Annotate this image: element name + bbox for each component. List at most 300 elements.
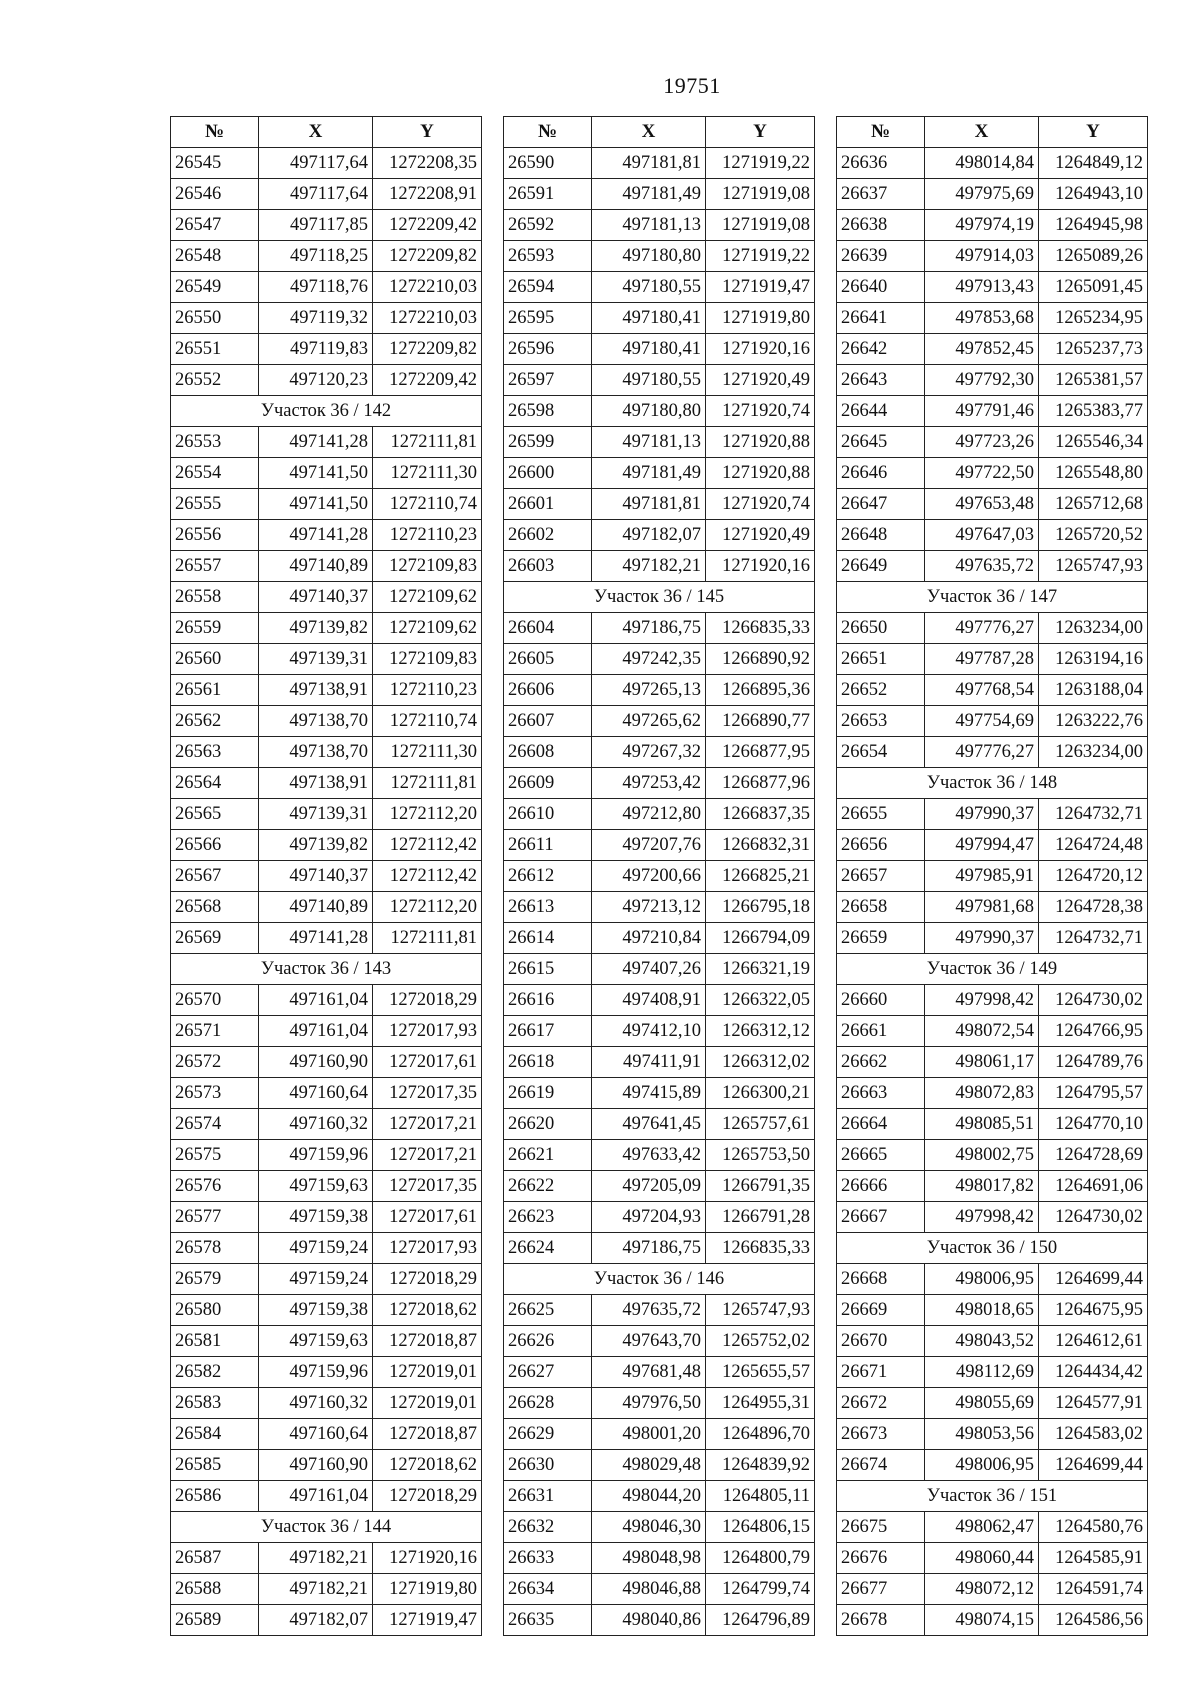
table-row xyxy=(504,1450,815,1481)
y-coordinate-cell: 1272112,20 xyxy=(373,892,482,923)
table-row xyxy=(837,1357,1148,1388)
table-row xyxy=(171,1481,482,1512)
point-number-cell: 26568 xyxy=(171,892,259,923)
y-coordinate-cell: 1272019,01 xyxy=(373,1388,482,1419)
x-coordinate-cell: 497182,21 xyxy=(259,1543,373,1574)
x-coordinate-cell: 497117,64 xyxy=(259,148,373,179)
table-row xyxy=(837,923,1148,954)
point-number-cell: 26655 xyxy=(837,799,925,830)
y-coordinate-cell: 1272017,61 xyxy=(373,1047,482,1078)
x-coordinate-cell: 497180,41 xyxy=(592,303,706,334)
y-coordinate-cell: 1265747,93 xyxy=(706,1295,815,1326)
x-coordinate-cell: 497998,42 xyxy=(925,985,1039,1016)
table-row xyxy=(837,520,1148,551)
x-coordinate-cell: 497181,49 xyxy=(592,458,706,489)
table-row xyxy=(504,1574,815,1605)
section-row xyxy=(171,954,482,985)
point-number-cell: 26633 xyxy=(504,1543,592,1574)
table-header-row xyxy=(504,117,815,148)
y-coordinate-cell: 1264799,74 xyxy=(706,1574,815,1605)
point-number-cell: 26647 xyxy=(837,489,925,520)
table-row xyxy=(171,675,482,706)
point-number-cell: 26550 xyxy=(171,303,259,334)
point-number-cell: 26677 xyxy=(837,1574,925,1605)
table-row xyxy=(171,582,482,613)
section-title: Участок 36 / 149 xyxy=(837,954,1148,985)
y-coordinate-cell: 1264724,48 xyxy=(1039,830,1148,861)
point-number-cell: 26662 xyxy=(837,1047,925,1078)
point-number-cell: 26561 xyxy=(171,675,259,706)
y-coordinate-cell: 1272111,30 xyxy=(373,737,482,768)
table-row xyxy=(171,1419,482,1450)
x-coordinate-cell: 497180,41 xyxy=(592,334,706,365)
table-row xyxy=(171,272,482,303)
point-number-cell: 26651 xyxy=(837,644,925,675)
table-row xyxy=(504,830,815,861)
x-coordinate-cell: 498006,95 xyxy=(925,1264,1039,1295)
section-title: Участок 36 / 142 xyxy=(171,396,482,427)
table-row xyxy=(504,923,815,954)
y-coordinate-cell: 1263234,00 xyxy=(1039,737,1148,768)
x-coordinate-cell: 497119,32 xyxy=(259,303,373,334)
point-number-cell: 26657 xyxy=(837,861,925,892)
x-coordinate-cell: 497141,28 xyxy=(259,427,373,458)
point-number-cell: 26632 xyxy=(504,1512,592,1543)
table-row xyxy=(171,1047,482,1078)
x-coordinate-cell: 497160,32 xyxy=(259,1109,373,1140)
table-row xyxy=(504,1016,815,1047)
section-title: Участок 36 / 148 xyxy=(837,768,1148,799)
table-row xyxy=(837,892,1148,923)
y-coordinate-cell: 1272018,87 xyxy=(373,1419,482,1450)
point-number-cell: 26559 xyxy=(171,613,259,644)
y-coordinate-cell: 1264699,44 xyxy=(1039,1450,1148,1481)
table-row xyxy=(504,799,815,830)
x-coordinate-cell: 497159,24 xyxy=(259,1264,373,1295)
point-number-cell: 26583 xyxy=(171,1388,259,1419)
point-number-cell: 26668 xyxy=(837,1264,925,1295)
y-coordinate-cell: 1265234,95 xyxy=(1039,303,1148,334)
point-number-cell: 26577 xyxy=(171,1202,259,1233)
x-coordinate-cell: 497141,28 xyxy=(259,520,373,551)
y-coordinate-cell: 1272018,87 xyxy=(373,1326,482,1357)
y-coordinate-cell: 1272017,35 xyxy=(373,1171,482,1202)
table-row xyxy=(171,1388,482,1419)
y-coordinate-cell: 1272209,82 xyxy=(373,334,482,365)
y-coordinate-cell: 1264839,92 xyxy=(706,1450,815,1481)
table-row xyxy=(837,830,1148,861)
y-coordinate-cell: 1265757,61 xyxy=(706,1109,815,1140)
point-number-cell: 26654 xyxy=(837,737,925,768)
x-coordinate-cell: 498043,52 xyxy=(925,1326,1039,1357)
x-coordinate-cell: 497681,48 xyxy=(592,1357,706,1388)
y-coordinate-cell: 1272018,29 xyxy=(373,1264,482,1295)
point-number-cell: 26578 xyxy=(171,1233,259,1264)
y-coordinate-cell: 1264583,02 xyxy=(1039,1419,1148,1450)
x-coordinate-cell: 497159,96 xyxy=(259,1140,373,1171)
x-coordinate-cell: 497213,12 xyxy=(592,892,706,923)
point-number-cell: 26658 xyxy=(837,892,925,923)
point-number-cell: 26630 xyxy=(504,1450,592,1481)
x-coordinate-cell: 497722,50 xyxy=(925,458,1039,489)
section-row xyxy=(504,582,815,613)
y-coordinate-cell: 1271920,74 xyxy=(706,396,815,427)
y-coordinate-cell: 1263188,04 xyxy=(1039,675,1148,706)
x-coordinate-cell: 497140,89 xyxy=(259,551,373,582)
table-row xyxy=(171,1326,482,1357)
y-coordinate-cell: 1266825,21 xyxy=(706,861,815,892)
table-row xyxy=(171,1233,482,1264)
point-number-cell: 26676 xyxy=(837,1543,925,1574)
point-number-cell: 26555 xyxy=(171,489,259,520)
x-coordinate-cell: 497141,50 xyxy=(259,489,373,520)
point-number-cell: 26663 xyxy=(837,1078,925,1109)
x-coordinate-cell: 497182,07 xyxy=(592,520,706,551)
y-coordinate-cell: 1272208,91 xyxy=(373,179,482,210)
table-row xyxy=(171,613,482,644)
point-number-cell: 26627 xyxy=(504,1357,592,1388)
point-number-cell: 26625 xyxy=(504,1295,592,1326)
section-row xyxy=(837,768,1148,799)
point-number-cell: 26620 xyxy=(504,1109,592,1140)
x-coordinate-cell: 498055,69 xyxy=(925,1388,1039,1419)
y-coordinate-cell: 1264675,95 xyxy=(1039,1295,1148,1326)
table-row xyxy=(504,1512,815,1543)
x-coordinate-cell: 497118,25 xyxy=(259,241,373,272)
y-coordinate-cell: 1264943,10 xyxy=(1039,179,1148,210)
x-coordinate-cell: 497161,04 xyxy=(259,985,373,1016)
x-coordinate-cell: 497139,31 xyxy=(259,644,373,675)
y-coordinate-cell: 1265237,73 xyxy=(1039,334,1148,365)
point-number-cell: 26648 xyxy=(837,520,925,551)
x-coordinate-cell: 497776,27 xyxy=(925,737,1039,768)
point-number-cell: 26584 xyxy=(171,1419,259,1450)
point-number-cell: 26641 xyxy=(837,303,925,334)
y-coordinate-cell: 1263234,00 xyxy=(1039,613,1148,644)
x-coordinate-cell: 497181,81 xyxy=(592,148,706,179)
table-row xyxy=(171,1264,482,1295)
y-coordinate-cell: 1272017,93 xyxy=(373,1016,482,1047)
table-row xyxy=(504,334,815,365)
table-row xyxy=(504,768,815,799)
point-number-cell: 26643 xyxy=(837,365,925,396)
x-coordinate-cell: 497990,37 xyxy=(925,923,1039,954)
table-row xyxy=(171,365,482,396)
y-coordinate-cell: 1266321,19 xyxy=(706,954,815,985)
x-coordinate-cell: 497242,35 xyxy=(592,644,706,675)
x-coordinate-cell: 498072,54 xyxy=(925,1016,1039,1047)
y-coordinate-cell: 1265548,80 xyxy=(1039,458,1148,489)
y-coordinate-cell: 1265655,57 xyxy=(706,1357,815,1388)
table-row xyxy=(504,241,815,272)
section-row xyxy=(837,1481,1148,1512)
point-number-cell: 26580 xyxy=(171,1295,259,1326)
x-coordinate-cell: 497653,48 xyxy=(925,489,1039,520)
table-row xyxy=(837,1109,1148,1140)
point-number-cell: 26556 xyxy=(171,520,259,551)
table-row xyxy=(837,799,1148,830)
x-coordinate-cell: 497159,96 xyxy=(259,1357,373,1388)
x-coordinate-cell: 498074,15 xyxy=(925,1605,1039,1636)
point-number-cell: 26667 xyxy=(837,1202,925,1233)
x-coordinate-cell: 498014,84 xyxy=(925,148,1039,179)
table-row xyxy=(837,1326,1148,1357)
y-coordinate-cell: 1265381,57 xyxy=(1039,365,1148,396)
x-coordinate-cell: 497138,91 xyxy=(259,768,373,799)
table-row xyxy=(837,1016,1148,1047)
table-row xyxy=(837,1171,1148,1202)
table-row xyxy=(171,1450,482,1481)
y-coordinate-cell: 1271920,16 xyxy=(373,1543,482,1574)
table-row xyxy=(504,1605,815,1636)
x-coordinate-cell: 497914,03 xyxy=(925,241,1039,272)
table-row xyxy=(171,148,482,179)
point-number-cell: 26592 xyxy=(504,210,592,241)
point-number-cell: 26588 xyxy=(171,1574,259,1605)
x-coordinate-cell: 497411,91 xyxy=(592,1047,706,1078)
point-number-cell: 26678 xyxy=(837,1605,925,1636)
x-coordinate-cell: 497768,54 xyxy=(925,675,1039,706)
y-coordinate-cell: 1264730,02 xyxy=(1039,985,1148,1016)
table-row xyxy=(504,489,815,520)
x-coordinate-cell: 497635,72 xyxy=(925,551,1039,582)
point-number-cell: 26671 xyxy=(837,1357,925,1388)
y-coordinate-cell: 1266312,02 xyxy=(706,1047,815,1078)
point-number-cell: 26652 xyxy=(837,675,925,706)
y-coordinate-cell: 1264789,76 xyxy=(1039,1047,1148,1078)
x-coordinate-cell: 498006,95 xyxy=(925,1450,1039,1481)
y-coordinate-cell: 1264896,70 xyxy=(706,1419,815,1450)
y-coordinate-cell: 1272110,23 xyxy=(373,675,482,706)
x-coordinate-cell: 497990,37 xyxy=(925,799,1039,830)
table-row xyxy=(171,1543,482,1574)
table-row xyxy=(171,1605,482,1636)
x-coordinate-cell: 497181,81 xyxy=(592,489,706,520)
point-number-cell: 26669 xyxy=(837,1295,925,1326)
coordinate-table-3 xyxy=(836,116,1148,1636)
point-number-cell: 26563 xyxy=(171,737,259,768)
y-coordinate-cell: 1264434,42 xyxy=(1039,1357,1148,1388)
y-coordinate-cell: 1272111,81 xyxy=(373,427,482,458)
section-row xyxy=(837,1233,1148,1264)
y-coordinate-cell: 1264585,91 xyxy=(1039,1543,1148,1574)
y-coordinate-cell: 1272112,20 xyxy=(373,799,482,830)
section-row xyxy=(504,1264,815,1295)
x-coordinate-cell: 497138,70 xyxy=(259,706,373,737)
y-coordinate-cell: 1272017,21 xyxy=(373,1140,482,1171)
table-row xyxy=(837,737,1148,768)
y-coordinate-cell: 1272109,62 xyxy=(373,582,482,613)
point-number-cell: 26626 xyxy=(504,1326,592,1357)
x-coordinate-cell: 497412,10 xyxy=(592,1016,706,1047)
y-coordinate-cell: 1264770,10 xyxy=(1039,1109,1148,1140)
section-row xyxy=(837,582,1148,613)
y-coordinate-cell: 1272111,81 xyxy=(373,768,482,799)
table-row xyxy=(837,1605,1148,1636)
table-row xyxy=(504,1481,815,1512)
header-y: Y xyxy=(373,117,482,148)
x-coordinate-cell: 497200,66 xyxy=(592,861,706,892)
point-number-cell: 26545 xyxy=(171,148,259,179)
table-row xyxy=(837,396,1148,427)
x-coordinate-cell: 497776,27 xyxy=(925,613,1039,644)
point-number-cell: 26614 xyxy=(504,923,592,954)
x-coordinate-cell: 497415,89 xyxy=(592,1078,706,1109)
table-row xyxy=(837,1419,1148,1450)
point-number-cell: 26562 xyxy=(171,706,259,737)
table-row xyxy=(837,210,1148,241)
table-row xyxy=(171,923,482,954)
y-coordinate-cell: 1264795,57 xyxy=(1039,1078,1148,1109)
x-coordinate-cell: 497160,90 xyxy=(259,1450,373,1481)
y-coordinate-cell: 1272109,83 xyxy=(373,551,482,582)
x-coordinate-cell: 497159,63 xyxy=(259,1326,373,1357)
y-coordinate-cell: 1266322,05 xyxy=(706,985,815,1016)
point-number-cell: 26594 xyxy=(504,272,592,303)
table-row xyxy=(171,1109,482,1140)
header-number: № xyxy=(837,117,925,148)
x-coordinate-cell: 497161,04 xyxy=(259,1016,373,1047)
table-header-row xyxy=(837,117,1148,148)
y-coordinate-cell: 1265752,02 xyxy=(706,1326,815,1357)
point-number-cell: 26611 xyxy=(504,830,592,861)
table-row xyxy=(171,706,482,737)
x-coordinate-cell: 497182,07 xyxy=(259,1605,373,1636)
coordinate-table-2 xyxy=(503,116,815,1636)
x-coordinate-cell: 497723,26 xyxy=(925,427,1039,458)
x-coordinate-cell: 497994,47 xyxy=(925,830,1039,861)
point-number-cell: 26613 xyxy=(504,892,592,923)
table-row xyxy=(504,1326,815,1357)
y-coordinate-cell: 1271919,22 xyxy=(706,148,815,179)
point-number-cell: 26615 xyxy=(504,954,592,985)
y-coordinate-cell: 1271919,08 xyxy=(706,210,815,241)
header-x: X xyxy=(592,117,706,148)
header-x: X xyxy=(259,117,373,148)
y-coordinate-cell: 1264805,11 xyxy=(706,1481,815,1512)
table-row xyxy=(837,303,1148,334)
point-number-cell: 26598 xyxy=(504,396,592,427)
point-number-cell: 26603 xyxy=(504,551,592,582)
point-number-cell: 26672 xyxy=(837,1388,925,1419)
x-coordinate-cell: 497159,38 xyxy=(259,1202,373,1233)
point-number-cell: 26570 xyxy=(171,985,259,1016)
y-coordinate-cell: 1272210,03 xyxy=(373,272,482,303)
table-row xyxy=(504,1295,815,1326)
x-coordinate-cell: 497207,76 xyxy=(592,830,706,861)
y-coordinate-cell: 1272210,03 xyxy=(373,303,482,334)
x-coordinate-cell: 497791,46 xyxy=(925,396,1039,427)
x-coordinate-cell: 498060,44 xyxy=(925,1543,1039,1574)
table-row xyxy=(504,1543,815,1574)
y-coordinate-cell: 1264732,71 xyxy=(1039,799,1148,830)
y-coordinate-cell: 1272017,35 xyxy=(373,1078,482,1109)
point-number-cell: 26569 xyxy=(171,923,259,954)
y-coordinate-cell: 1272017,21 xyxy=(373,1109,482,1140)
section-title: Участок 36 / 146 xyxy=(504,1264,815,1295)
x-coordinate-cell: 498001,20 xyxy=(592,1419,706,1450)
table-row xyxy=(171,427,482,458)
point-number-cell: 26638 xyxy=(837,210,925,241)
table-row xyxy=(504,396,815,427)
y-coordinate-cell: 1264591,74 xyxy=(1039,1574,1148,1605)
section-row xyxy=(837,954,1148,985)
x-coordinate-cell: 497139,82 xyxy=(259,830,373,861)
point-number-cell: 26660 xyxy=(837,985,925,1016)
y-coordinate-cell: 1265712,68 xyxy=(1039,489,1148,520)
x-coordinate-cell: 497643,70 xyxy=(592,1326,706,1357)
point-number-cell: 26597 xyxy=(504,365,592,396)
table-row xyxy=(837,148,1148,179)
header-x: X xyxy=(925,117,1039,148)
header-y: Y xyxy=(706,117,815,148)
x-coordinate-cell: 497139,31 xyxy=(259,799,373,830)
x-coordinate-cell: 498002,75 xyxy=(925,1140,1039,1171)
table-row xyxy=(837,985,1148,1016)
table-row xyxy=(837,489,1148,520)
table-row xyxy=(171,210,482,241)
x-coordinate-cell: 497210,84 xyxy=(592,923,706,954)
table-row xyxy=(504,1171,815,1202)
section-title: Участок 36 / 147 xyxy=(837,582,1148,613)
table-row xyxy=(171,768,482,799)
x-coordinate-cell: 497180,55 xyxy=(592,272,706,303)
point-number-cell: 26642 xyxy=(837,334,925,365)
point-number-cell: 26656 xyxy=(837,830,925,861)
point-number-cell: 26645 xyxy=(837,427,925,458)
table-row xyxy=(504,644,815,675)
y-coordinate-cell: 1266312,12 xyxy=(706,1016,815,1047)
y-coordinate-cell: 1272017,93 xyxy=(373,1233,482,1264)
point-number-cell: 26585 xyxy=(171,1450,259,1481)
y-coordinate-cell: 1271919,47 xyxy=(706,272,815,303)
section-title: Участок 36 / 150 xyxy=(837,1233,1148,1264)
point-number-cell: 26573 xyxy=(171,1078,259,1109)
x-coordinate-cell: 497141,50 xyxy=(259,458,373,489)
y-coordinate-cell: 1264806,15 xyxy=(706,1512,815,1543)
point-number-cell: 26579 xyxy=(171,1264,259,1295)
point-number-cell: 26670 xyxy=(837,1326,925,1357)
point-number-cell: 26622 xyxy=(504,1171,592,1202)
point-number-cell: 26610 xyxy=(504,799,592,830)
y-coordinate-cell: 1264728,69 xyxy=(1039,1140,1148,1171)
x-coordinate-cell: 497180,55 xyxy=(592,365,706,396)
x-coordinate-cell: 497159,24 xyxy=(259,1233,373,1264)
table-row xyxy=(171,1357,482,1388)
y-coordinate-cell: 1265720,52 xyxy=(1039,520,1148,551)
x-coordinate-cell: 498062,47 xyxy=(925,1512,1039,1543)
x-coordinate-cell: 498048,98 xyxy=(592,1543,706,1574)
point-number-cell: 26591 xyxy=(504,179,592,210)
y-coordinate-cell: 1266795,18 xyxy=(706,892,815,923)
point-number-cell: 26665 xyxy=(837,1140,925,1171)
point-number-cell: 26666 xyxy=(837,1171,925,1202)
x-coordinate-cell: 497265,13 xyxy=(592,675,706,706)
y-coordinate-cell: 1272209,42 xyxy=(373,210,482,241)
table-row xyxy=(171,303,482,334)
point-number-cell: 26565 xyxy=(171,799,259,830)
x-coordinate-cell: 497976,50 xyxy=(592,1388,706,1419)
table-row xyxy=(837,706,1148,737)
point-number-cell: 26616 xyxy=(504,985,592,1016)
y-coordinate-cell: 1266794,09 xyxy=(706,923,815,954)
table-row xyxy=(837,179,1148,210)
x-coordinate-cell: 497212,80 xyxy=(592,799,706,830)
x-coordinate-cell: 497119,83 xyxy=(259,334,373,365)
x-coordinate-cell: 497181,49 xyxy=(592,179,706,210)
table-row xyxy=(837,1574,1148,1605)
y-coordinate-cell: 1264732,71 xyxy=(1039,923,1148,954)
